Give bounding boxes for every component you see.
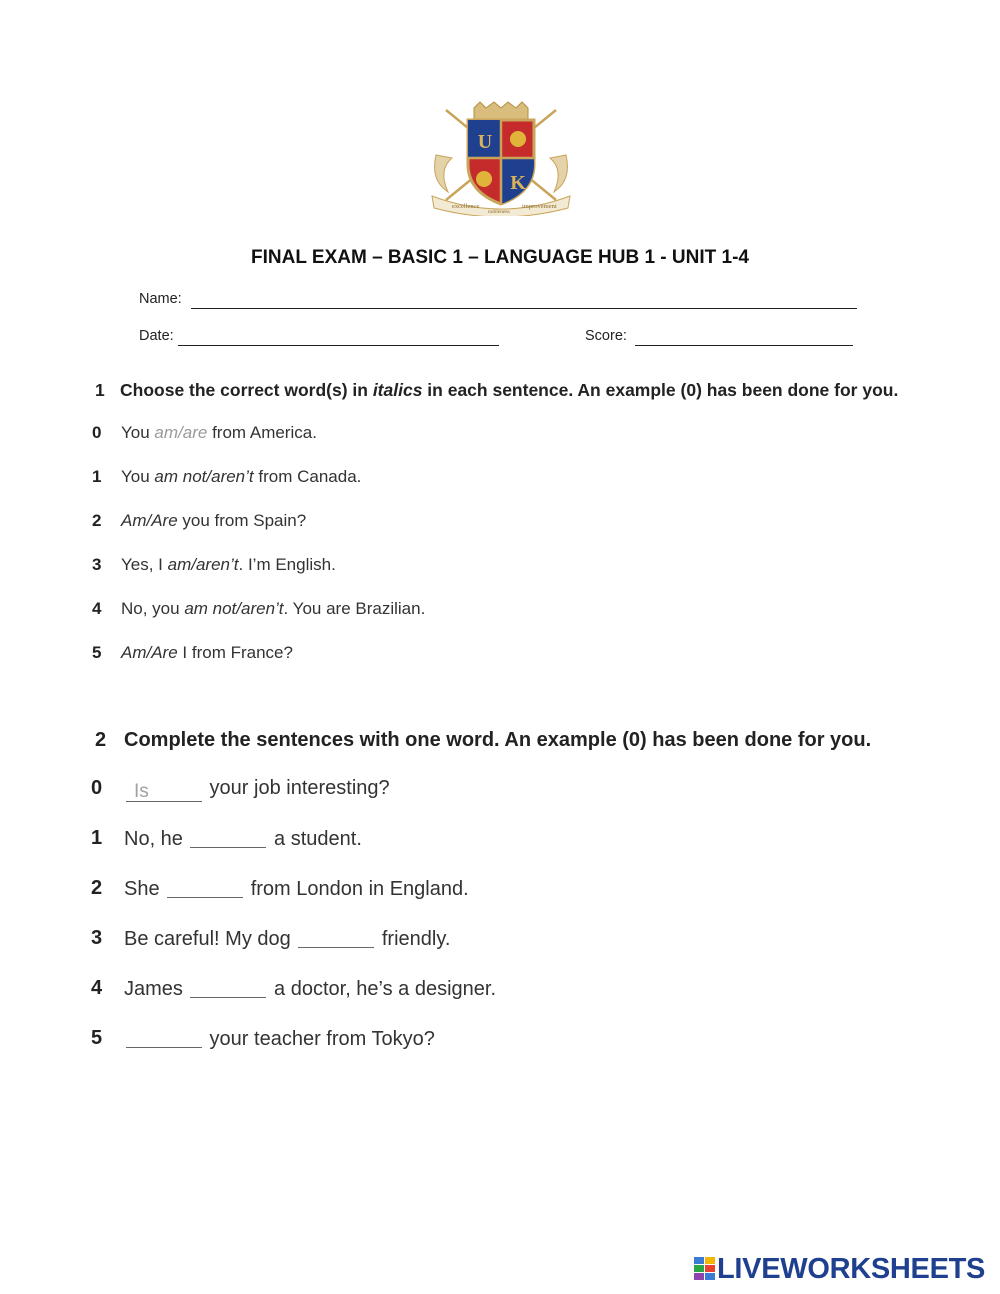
answer-options[interactable]: am not/aren’t — [184, 599, 284, 618]
answer-blank[interactable] — [167, 877, 243, 898]
s2-item-0 — [91, 777, 971, 805]
item-text: . You are Brazilian. — [283, 599, 426, 618]
item-number: 5 — [91, 1027, 103, 1049]
item-text: a student. — [268, 828, 362, 850]
item-text: friendly. — [376, 928, 451, 950]
section-1-heading-text: Choose the correct word(s) in — [120, 380, 373, 400]
item-number: 0 — [92, 423, 102, 442]
item-text: She — [124, 878, 166, 900]
svg-text:U: U — [477, 131, 493, 153]
s1-item-5 — [92, 643, 972, 667]
svg-text:K: K — [510, 172, 526, 194]
answer-blank[interactable] — [126, 1027, 202, 1048]
item-number: 1 — [92, 467, 102, 486]
answer-options[interactable]: Am/Are — [121, 643, 178, 662]
section-2-heading — [95, 729, 871, 752]
answer-options[interactable]: Am/Are — [121, 511, 178, 530]
section-2-heading-text: Complete the sentences with one word. An example (0) has been done for you. — [124, 729, 872, 751]
liveworksheets-icon — [694, 1257, 716, 1281]
school-crest-logo — [428, 100, 574, 216]
answer-blank[interactable] — [190, 977, 266, 998]
exam-title: FINAL EXAM – BASIC 1 – LANGUAGE HUB 1 - UNIT 1-4 — [251, 247, 749, 268]
section-1-heading — [95, 380, 898, 401]
svg-text:nobleness: nobleness — [488, 209, 510, 215]
answer-blank[interactable] — [190, 827, 266, 848]
item-number: 5 — [92, 643, 102, 662]
example-answer-blank: Is — [126, 781, 202, 802]
s1-item-3 — [92, 555, 972, 579]
date-field[interactable] — [178, 327, 499, 346]
item-text: from America. — [207, 423, 317, 442]
name-label: Name: — [139, 291, 182, 307]
item-text: from London in England. — [245, 878, 469, 900]
s2-item-3 — [91, 927, 971, 955]
score-field[interactable] — [635, 327, 853, 346]
item-number: 4 — [91, 977, 103, 999]
s1-item-4 — [92, 599, 972, 623]
s1-item-0 — [92, 423, 972, 447]
section-1-heading-text-end: in each sentence. An example (0) has been done for you. — [422, 380, 899, 400]
item-number: 3 — [91, 927, 103, 949]
item-text: No, you — [121, 599, 185, 618]
s2-item-1 — [91, 827, 971, 855]
item-text: No, he — [124, 828, 189, 850]
s2-item-5 — [91, 1027, 971, 1055]
item-text: . I’m English. — [238, 555, 336, 574]
name-field[interactable] — [191, 290, 857, 309]
example-answer-options: am/are — [154, 423, 208, 442]
s1-item-2 — [92, 511, 972, 535]
answer-options[interactable]: am not/aren’t — [154, 467, 254, 486]
section-1-number: 1 — [95, 380, 105, 400]
item-number: 1 — [91, 827, 103, 849]
svg-text:improvement: improvement — [522, 203, 557, 210]
item-number: 2 — [91, 877, 103, 899]
item-text: you from Spain? — [177, 511, 307, 530]
item-text: James — [124, 978, 189, 1000]
section-2-number: 2 — [95, 729, 107, 751]
item-number: 3 — [92, 555, 102, 574]
item-text: Be careful! My dog — [124, 928, 297, 950]
item-text: your job interesting? — [204, 777, 390, 799]
date-label: Date: — [139, 328, 174, 344]
score-label: Score: — [585, 328, 627, 344]
answer-options[interactable]: am/aren’t — [167, 555, 239, 574]
item-text: your teacher from Tokyo? — [204, 1028, 435, 1050]
item-text: a doctor, he’s a designer. — [268, 978, 497, 1000]
item-number: 2 — [92, 511, 102, 530]
item-text: I from France? — [177, 643, 293, 662]
s1-item-1 — [92, 467, 972, 491]
item-text: You — [121, 423, 155, 442]
section-1-heading-italic: italics — [372, 380, 423, 400]
item-text: Yes, I — [121, 555, 168, 574]
s2-item-4 — [91, 977, 971, 1005]
liveworksheets-text: LIVEWORKSHEETS — [717, 1253, 986, 1285]
svg-text:excellence: excellence — [452, 203, 480, 210]
item-number: 4 — [92, 599, 102, 618]
item-text: from Canada. — [253, 467, 362, 486]
s2-item-2 — [91, 877, 971, 905]
answer-blank[interactable] — [298, 927, 374, 948]
item-text: You — [121, 467, 155, 486]
item-number: 0 — [91, 777, 103, 799]
